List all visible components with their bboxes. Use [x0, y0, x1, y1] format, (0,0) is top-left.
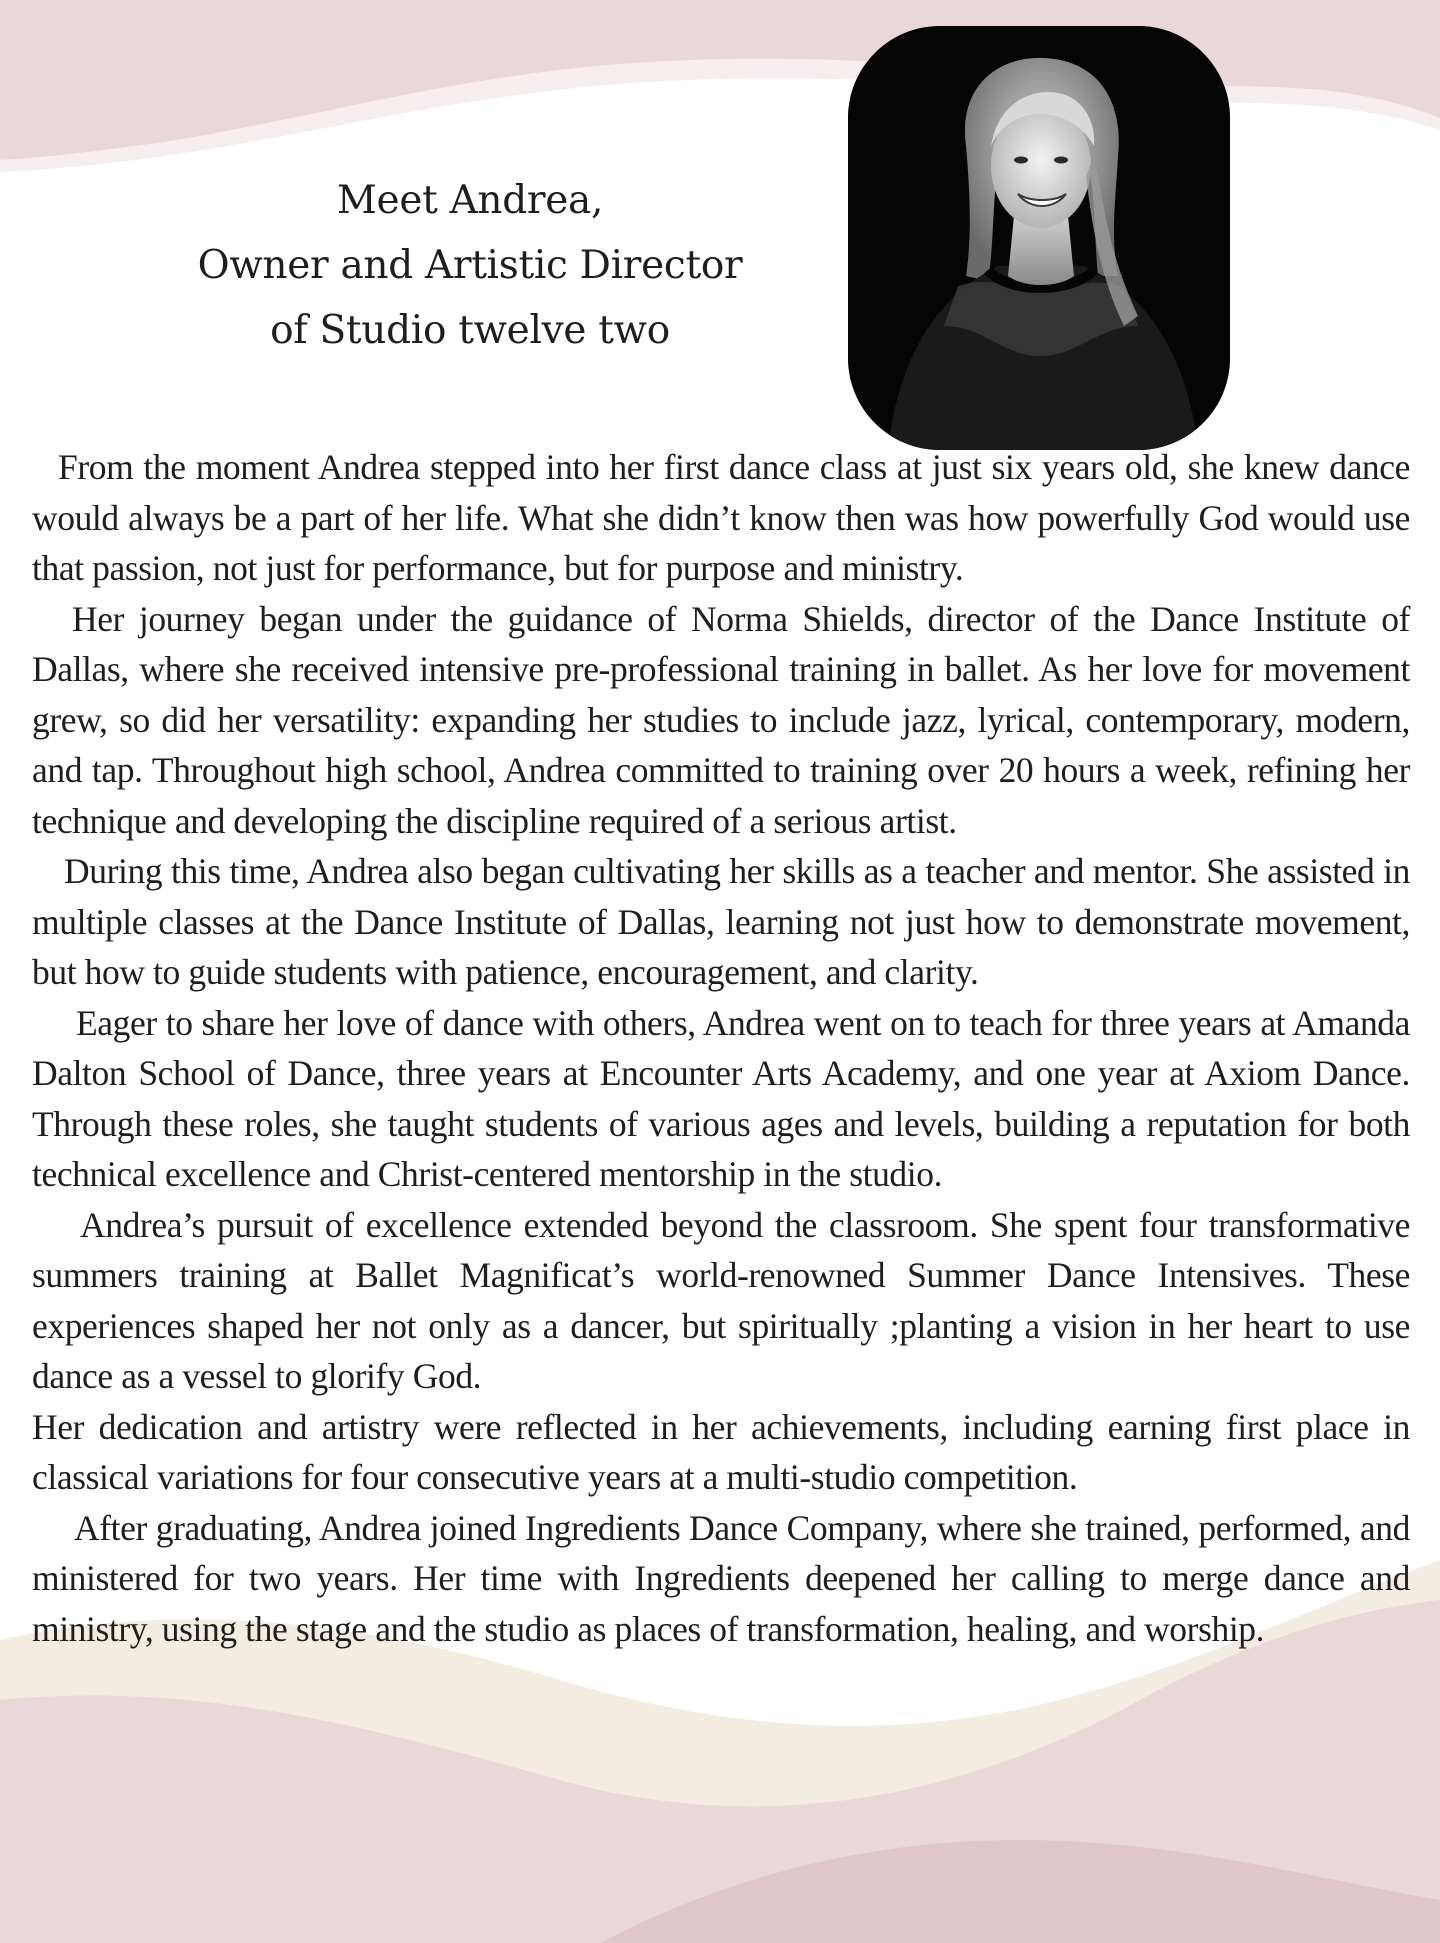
- bio-paragraph: Eager to share her love of dance with others, Andrea went on to teach for three years at Amanda Dalton School of Dance, three years at Encounter Arts Academy, and one year at Axiom Dance. Through these roles, she taught students of various ages and levels, building a reputation for both technical excellence and Christ-centered mentorship in the studio.: [32, 1002, 1410, 1194]
- bio-paragraph: After graduating, Andrea joined Ingredients Dance Company, where she trained, performed, and ministered for two years. Her time with Ingredients deepened her calling to merge dance and ministry, using the stage and the studio as places of transformation, healing, and worship.: [32, 1507, 1410, 1649]
- bio-paragraph: From the moment Andrea stepped into her first dance class at just six years old, she knew dance would always be a part of her life. What she didn’t know then was how powerfully God would use that passion, not just for performance, but for purpose and ministry.: [32, 447, 1410, 588]
- title-line-2: Owner and Artistic Director: [197, 243, 743, 288]
- bio-paragraph: Her dedication and artistry were reflected in her achievements, including earning first place in classical variations for four consecutive years at a multi-studio competition.: [32, 1406, 1410, 1497]
- portrait-illustration: [848, 26, 1230, 450]
- bio-paragraph: Andrea’s pursuit of excellence extended beyond the classroom. She spent four transformative summers training at Ballet Magnificat’s world-renowned Summer Dance Intensives. These experiences shaped her not only as a dancer, but spiritually ;planting a vision in her heart to use dance as a vessel to glorify God.: [32, 1204, 1410, 1396]
- bio-paragraph: Her journey began under the guidance of Norma Shields, director of the Dance Institute of Dallas, where she received intensive pre-professional training in ballet. As her love for movement grew, so did her versatility: expanding her studies to include jazz, lyrical, contemporary, modern, and tap. Throughout high school, Andrea committed to training over 20 hours a week, refining her technique and developing the discipline required of a serious artist.: [32, 598, 1410, 841]
- bio-paragraph: During this time, Andrea also began cultivating her skills as a teacher and mentor. She assisted in multiple classes at the Dance Institute of Dallas, learning not just how to demonstrate movement, but how to guide students with patience, encouragement, and clarity.: [32, 851, 1410, 992]
- title-line-1: Meet Andrea,: [336, 178, 604, 223]
- title-line-3: of Studio twelve two: [270, 308, 670, 353]
- portrait-photo: [848, 26, 1230, 450]
- page-title: [150, 168, 790, 363]
- bio-text: [32, 442, 1410, 1654]
